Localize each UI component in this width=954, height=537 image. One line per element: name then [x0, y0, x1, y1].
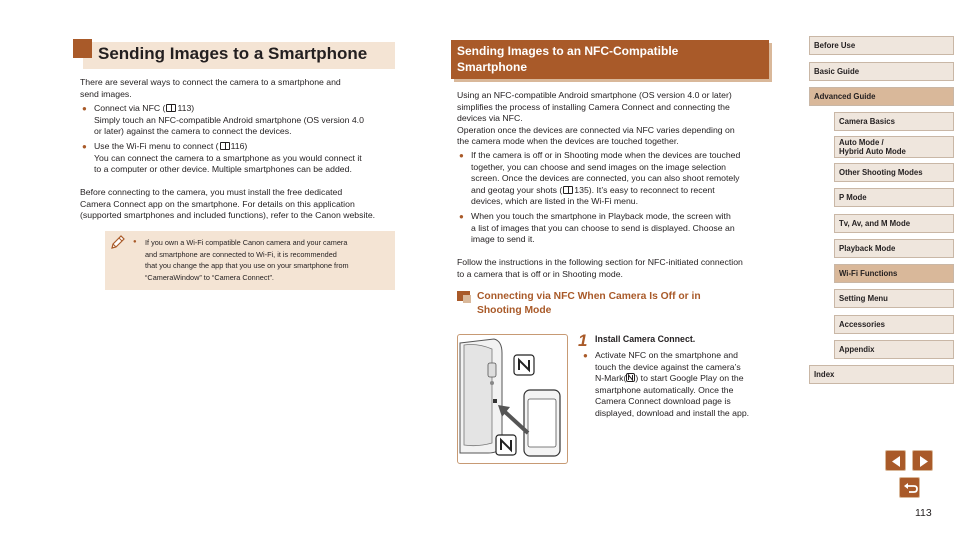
bullet-dot: ●: [82, 142, 87, 151]
bullet-dot: ●: [82, 104, 87, 113]
bullet-dot: ●: [459, 212, 464, 221]
camera-phone-drawing: [458, 335, 567, 463]
next-page-button[interactable]: [912, 450, 933, 471]
bullet-dot: ●: [459, 151, 464, 160]
book-ref-icon: [563, 186, 573, 194]
prev-page-button[interactable]: [885, 450, 906, 471]
page-link-135[interactable]: 135). It’s easy to reconnect to recent: [574, 184, 715, 195]
nfc-section-title: Sending Images to an NFC-Compatible Smartphone: [457, 44, 679, 74]
nav-advanced-guide[interactable]: Advanced Guide: [809, 87, 954, 106]
nav-wifi-functions[interactable]: Wi-Fi Functions: [834, 264, 954, 283]
return-button[interactable]: [899, 477, 920, 498]
page-link-116[interactable]: 116): [230, 141, 248, 151]
step-instructions: ● Activate NFC on the smartphone and touch the device against the camera’s N-Mark( ) to start Google Play on the smartphone automatically. Once the Camera Connect download page is displayed, download and install the app.: [583, 350, 750, 418]
nav-other-shooting-modes[interactable]: Other Shooting Modes: [834, 163, 954, 182]
nav-basic-guide[interactable]: Basic Guide: [809, 62, 954, 81]
next-page-icon: [913, 451, 934, 472]
nfc-intro-paragraph: Using an NFC-compatible Android smartphone (OS version 4.0 or later) simplifies the process of installing Camera Connect and connecting the devices via NFC. Operation once the devices are connected via NFC varies depending on the camera mode when the devices are touched together.: [457, 90, 735, 147]
subheading: Connecting via NFC When Camera Is Off or in Shooting Mode: [477, 291, 701, 316]
page-link-113[interactable]: 113): [177, 103, 195, 113]
intro-paragraph: There are several ways to connect the camera to a smartphone and send images.: [80, 77, 341, 99]
page-number: 113: [915, 507, 932, 519]
nav-playback-mode[interactable]: Playback Mode: [834, 239, 954, 258]
bullet-playback-mode: ● When you touch the smartphone in Playback mode, the screen with a list of images that you can choose to send is displayed. Choose an image to send it.: [459, 211, 735, 245]
book-ref-icon: [220, 142, 230, 150]
follow-paragraph: Follow the instructions in the following section for NFC-initiated connection to a camera that is off or in Shooting mode.: [457, 257, 743, 279]
bullet-dot: ●: [583, 351, 588, 360]
nav-tv-av-m-mode[interactable]: Tv, Av, and M Mode: [834, 214, 954, 233]
before-connecting-paragraph: Before connecting to the camera, you must install the free dedicated Camera Connect app on the smartphone. For details on this application (supported smartphones and included functions), refer to the Canon website.: [80, 187, 376, 221]
step-number: 1: [578, 331, 588, 350]
step-title: Install Camera Connect.: [595, 334, 696, 344]
nav-before-use[interactable]: Before Use: [809, 36, 954, 55]
bullet-dot: ●: [133, 239, 137, 245]
nav-auto-mode[interactable]: Auto Mode / Hybrid Auto Mode: [834, 136, 954, 158]
nav-index[interactable]: Index: [809, 365, 954, 384]
pencil-note-icon: [110, 234, 126, 255]
bullet-wifi-menu: ● Use the Wi-Fi menu to connect ( 116) You can connect the camera to a smartphone as you would connect it to a computer or other device. Multiple smartphones can be added.: [82, 141, 362, 175]
subheading-marker-shadow: [463, 295, 471, 303]
nav-camera-basics[interactable]: Camera Basics: [834, 112, 954, 131]
note-text: ● If you own a Wi-Fi compatible Canon camera and your camera and smartphone are connected to Wi-Fi, it is recommended that you change the app that you use on your smartphone from “CameraWindow” to “Camera Connect”.: [133, 238, 349, 283]
bullet-shooting-mode: ● If the camera is off or in Shooting mode when the devices are touched together, you can choose and send images on the image selection screen. Once the devices are connected, you can also shoot remotely and geotag your shots ( 135). It’s easy to reconnect to recent devices, which are listed in the Wi-Fi menu.: [459, 150, 741, 207]
nav-setting-menu[interactable]: Setting Menu: [834, 289, 954, 308]
bullet-nfc: ● Connect via NFC ( 113) Simply touch an NFC-compatible Android smartphone (OS version 4.0 or later) against the camera to connect the devices.: [82, 103, 364, 137]
n-mark-icon: [626, 373, 635, 382]
title-marker: [73, 39, 92, 58]
prev-page-icon: [886, 451, 907, 472]
book-ref-icon: [166, 104, 176, 112]
nav-p-mode[interactable]: P Mode: [834, 188, 954, 207]
nav-appendix[interactable]: Appendix: [834, 340, 954, 359]
page-title: Sending Images to a Smartphone: [98, 44, 368, 63]
nav-accessories[interactable]: Accessories: [834, 315, 954, 334]
nfc-illustration: [457, 334, 568, 464]
return-icon: [900, 478, 921, 499]
